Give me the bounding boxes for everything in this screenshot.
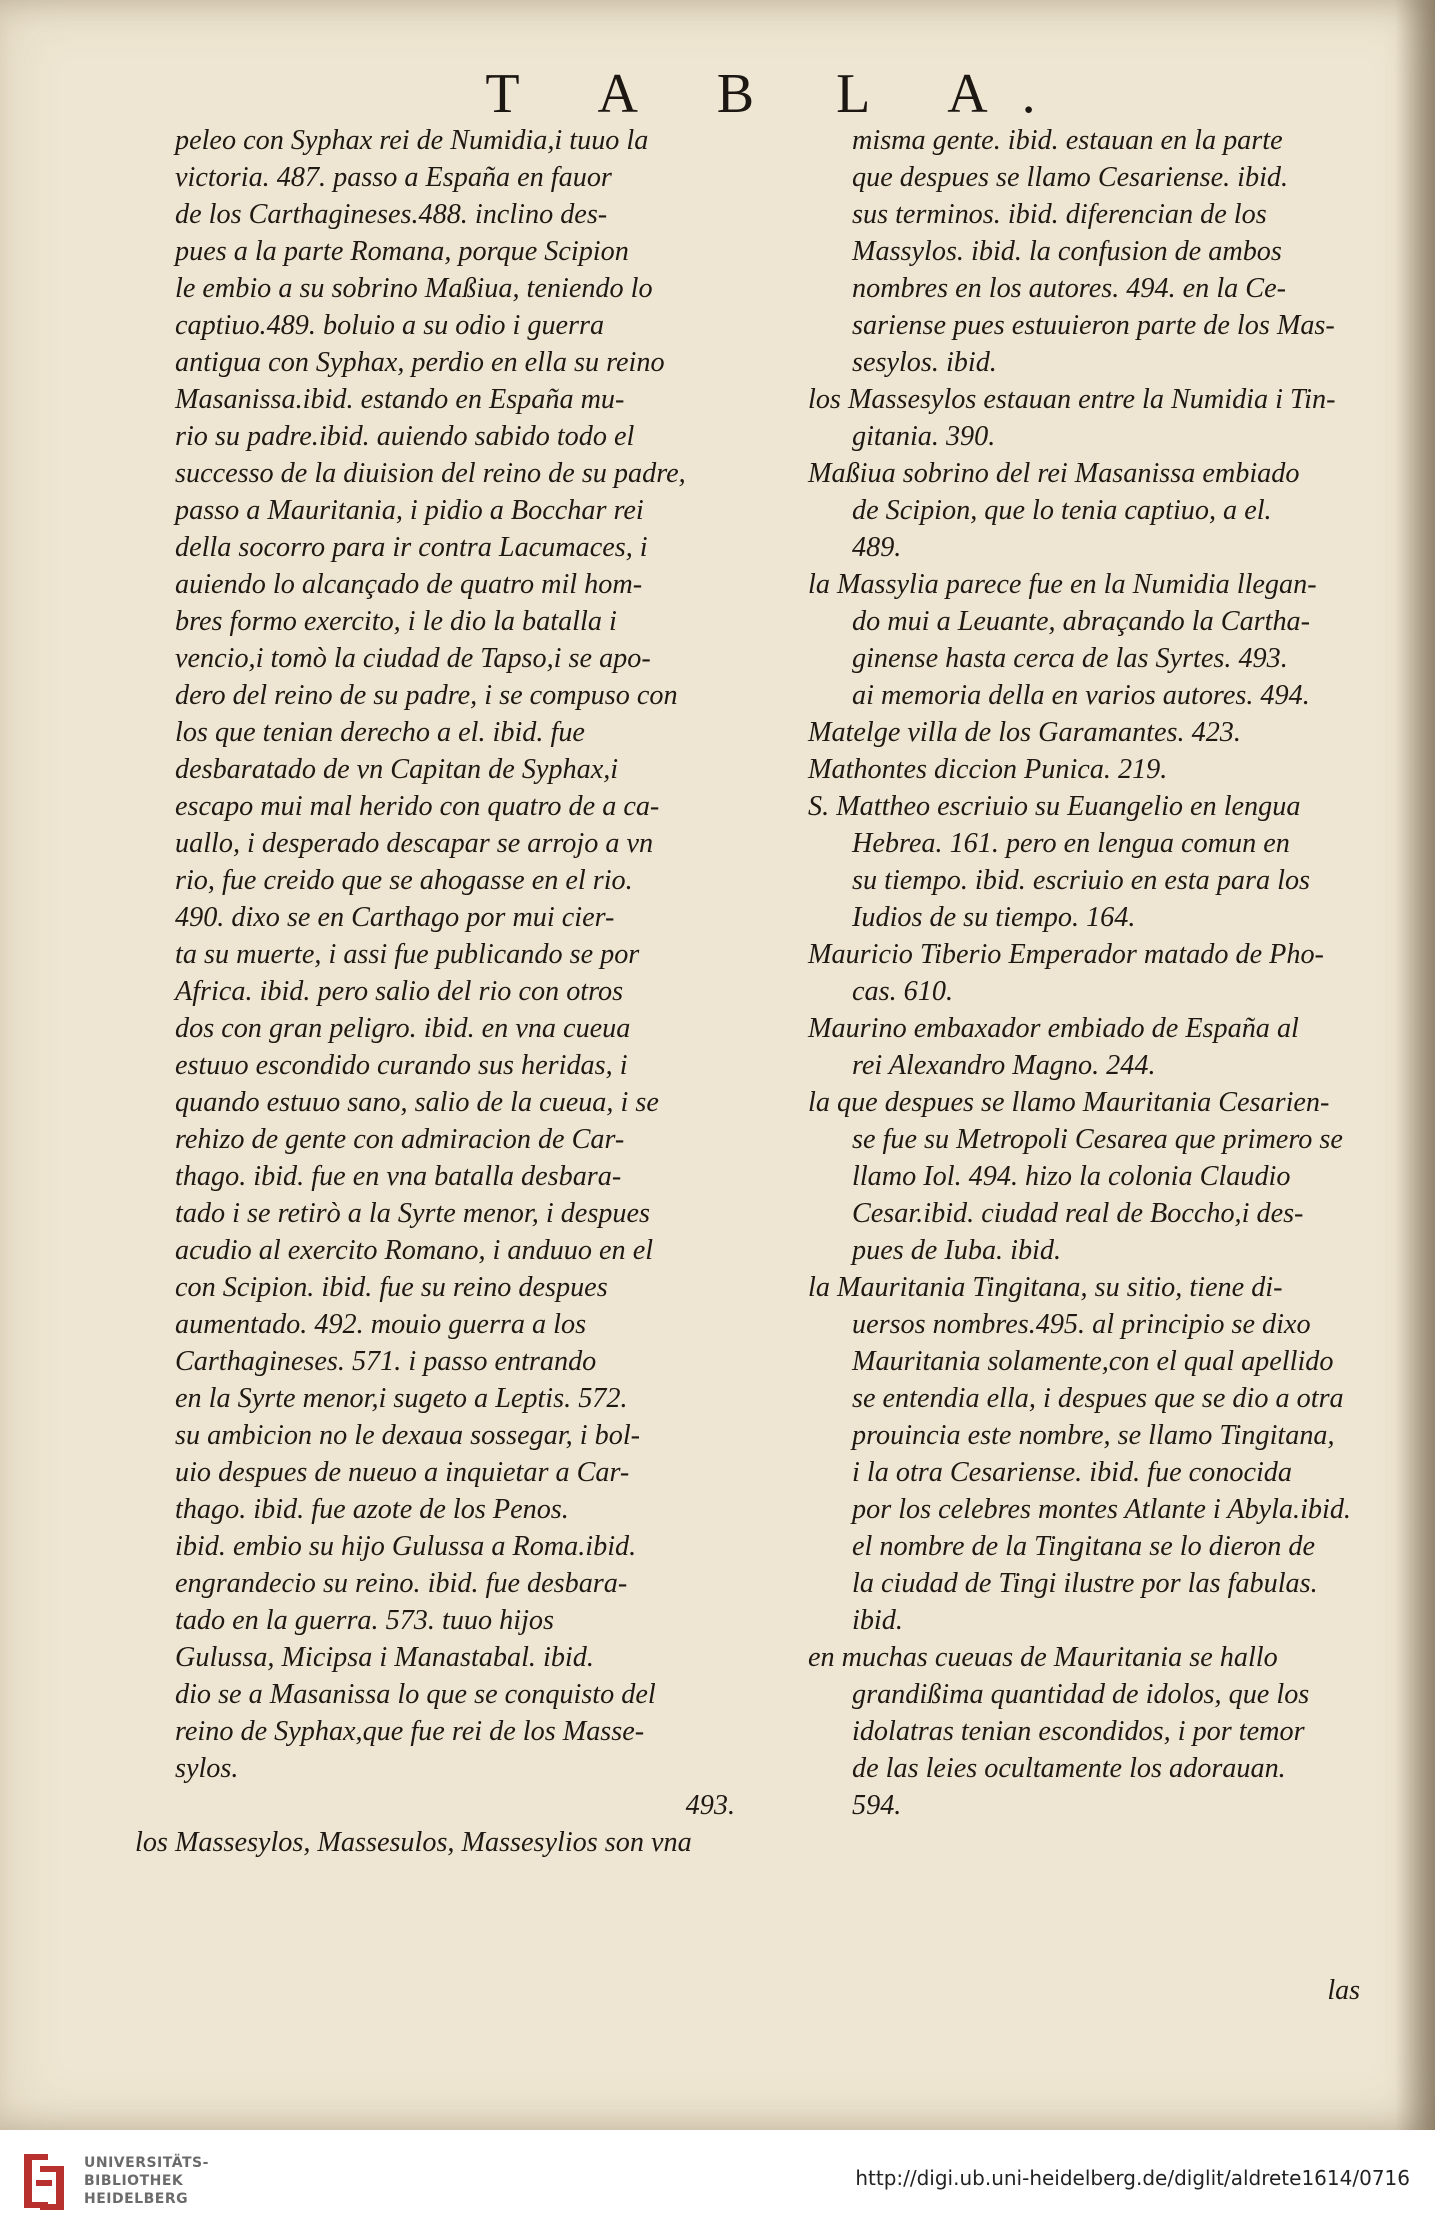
index-line: desbaratado de vn Capitan de Syphax,i	[175, 754, 619, 785]
index-line: la ciudad de Tingi ilustre por las fabulas.	[852, 1568, 1318, 1599]
index-line: escapo mui mal herido con quatro de a ca-	[175, 791, 660, 822]
index-line: do mui a Leuante, abraçando la Cartha-	[852, 606, 1311, 637]
index-line: passo a Mauritania, i pidio a Bocchar rei	[175, 495, 644, 526]
index-line: pues a la parte Romana, porque Scipion	[175, 236, 629, 267]
index-line: uallo, i desperado descapar se arrojo a vn	[175, 828, 654, 859]
index-line: llamo Iol. 494. hizo la colonia Claudio	[852, 1161, 1291, 1192]
index-line: uio despues de nueuo a inquietar a Car-	[175, 1457, 630, 1488]
index-line: bres formo exercito, i le dio la batalla i	[175, 606, 617, 637]
index-line: se fue su Metropoli Cesarea que primero se	[852, 1124, 1343, 1155]
index-line: de los Carthagineses.488. inclino des-	[175, 199, 608, 230]
library-logo-icon	[18, 2146, 70, 2216]
index-line: Mauricio Tiberio Emperador matado de Pho-	[808, 939, 1324, 970]
index-line: Hebrea. 161. pero en lengua comun en	[852, 828, 1290, 859]
index-line: en muchas cueuas de Mauritania se hallo	[808, 1642, 1278, 1673]
index-line: idolatras tenian escondidos, i por temor	[852, 1716, 1305, 1747]
index-line: rio, fue creido que se ahogasse en el rio.	[175, 865, 633, 896]
index-line: ta su muerte, i assi fue publicando se por	[175, 939, 640, 970]
index-line: auiendo lo alcançado de quatro mil hom-	[175, 569, 643, 600]
index-line: Africa. ibid. pero salio del rio con otros	[175, 976, 624, 1007]
index-line: uersos nombres.495. al principio se dixo	[852, 1309, 1311, 1340]
index-line: los Massesylos, Massesulos, Massesylios son vna	[135, 1827, 692, 1858]
index-line: dio se a Masanissa lo que se conquisto del	[175, 1679, 656, 1710]
index-line: dos con gran peligro. ibid. en vna cueua	[175, 1013, 631, 1044]
index-line: della socorro para ir contra Lacumaces, i	[175, 532, 648, 563]
library-name-line3: HEIDELBERG	[84, 2191, 189, 2207]
index-line: tado i se retirò a la Syrte menor, i despues	[175, 1198, 650, 1229]
index-line: vencio,i tomò la ciudad de Tapso,i se apo-	[175, 643, 651, 674]
index-line: rehizo de gente con admiracion de Car-	[175, 1124, 625, 1155]
index-line: nombres en los autores. 494. en la Ce-	[852, 273, 1286, 304]
index-line: Gulussa, Micipsa i Manastabal. ibid.	[175, 1642, 594, 1673]
index-line: engrandecio su reino. ibid. fue desbara-	[175, 1568, 628, 1599]
index-line: peleo con Syphax rei de Numidia,i tuuo la	[175, 125, 649, 156]
index-line: los Massesylos estauan entre la Numidia i Tin-	[808, 384, 1336, 415]
index-line: antigua con Syphax, perdio en ella su reino	[175, 347, 665, 378]
index-line: reino de Syphax,que fue rei de los Masse-	[175, 1716, 645, 1747]
index-line: successo de la diuision del reino de su padre,	[175, 458, 686, 489]
index-line: sus terminos. ibid. diferencian de los	[852, 199, 1267, 230]
index-line: los que tenian derecho a el. ibid. fue	[175, 717, 585, 748]
library-name	[84, 2154, 209, 2208]
index-line: prouincia este nombre, se llamo Tingitana,	[852, 1420, 1335, 1451]
index-line: Mauritania solamente,con el qual apellido	[852, 1346, 1334, 1377]
index-line: captiuo.489. boluio a su odio i guerra	[175, 310, 605, 341]
index-line: Cesar.ibid. ciudad real de Boccho,i des-	[852, 1198, 1304, 1229]
index-line: aumentado. 492. mouio guerra a los	[175, 1309, 587, 1340]
index-line: la que despues se llamo Mauritania Cesarien-	[808, 1087, 1330, 1118]
catchword: las	[1327, 1975, 1360, 2006]
index-line: 489.	[852, 532, 902, 563]
index-line: se entendia ella, i despues que se dio a otra	[852, 1383, 1344, 1414]
index-line: ai memoria della en varios autores. 494.	[852, 680, 1310, 711]
index-line: su tiempo. ibid. escriuio en esta para los	[852, 865, 1311, 896]
index-line: sesylos. ibid.	[852, 347, 997, 378]
index-line: su ambicion no le dexaua sossegar, i bol-	[175, 1420, 641, 1451]
index-line: Carthagineses. 571. i passo entrando	[175, 1346, 597, 1377]
page-edge-shadow	[1395, 0, 1435, 2130]
index-line: rio su padre.ibid. auiendo sabido todo el	[175, 421, 635, 452]
index-line: dero del reino de su padre, i se compuso con	[175, 680, 678, 711]
page-heading: T A B L A.	[485, 63, 1070, 125]
index-line: sariense pues estuuieron parte de los Mas-	[852, 310, 1335, 341]
index-line: i la otra Cesariense. ibid. fue conocida	[852, 1457, 1292, 1488]
index-line: la Massylia parece fue en la Numidia llegan-	[808, 569, 1317, 600]
index-line: el nombre de la Tingitana se lo dieron de	[852, 1531, 1315, 1562]
index-line: sylos.	[175, 1753, 239, 1784]
index-line: 493.	[685, 1790, 735, 1821]
right-column	[808, 122, 1393, 1824]
left-column	[135, 122, 735, 1861]
index-line: con Scipion. ibid. fue su reino despues	[175, 1272, 608, 1303]
index-line: thago. ibid. fue en vna batalla desbara-	[175, 1161, 622, 1192]
index-line: S. Mattheo escriuio su Euangelio en lengua	[808, 791, 1301, 822]
library-name-line2: BIBLIOTHEK	[84, 2173, 184, 2189]
index-line: en la Syrte menor,i sugeto a Leptis. 572.	[175, 1383, 628, 1414]
index-line: Masanissa.ibid. estando en España mu-	[175, 384, 625, 415]
index-line: rei Alexandro Magno. 244.	[852, 1050, 1156, 1081]
index-line: Mathontes diccion Punica. 219.	[808, 754, 1168, 785]
index-line: ibid. embio su hijo Gulussa a Roma.ibid.	[175, 1531, 637, 1562]
index-line: Maßiua sobrino del rei Masanissa embiado	[808, 458, 1300, 489]
index-line: ibid.	[852, 1605, 903, 1636]
index-line: victoria. 487. passo a España en fauor	[175, 162, 612, 193]
index-line: estuuo escondido curando sus heridas, i	[175, 1050, 628, 1081]
index-line: de las leies ocultamente los adorauan.	[852, 1753, 1286, 1784]
index-line: la Mauritania Tingitana, su sitio, tiene di-	[808, 1272, 1283, 1303]
index-line: Matelge villa de los Garamantes. 423.	[808, 717, 1241, 748]
index-line: tado en la guerra. 573. tuuo hijos	[175, 1605, 554, 1636]
index-line: 490. dixo se en Carthago por mui cier-	[175, 902, 615, 933]
source-url[interactable]: http://digi.ub.uni-heidelberg.de/diglit/aldrete1614/0716	[855, 2166, 1410, 2190]
index-line: Massylos. ibid. la confusion de ambos	[852, 236, 1282, 267]
index-line: Iudios de su tiempo. 164.	[852, 902, 1136, 933]
index-line: ginense hasta cerca de las Syrtes. 493.	[852, 643, 1288, 674]
index-line: 594.	[852, 1790, 902, 1821]
index-line: misma gente. ibid. estauan en la parte	[852, 125, 1283, 156]
index-line: cas. 610.	[852, 976, 953, 1007]
index-line: thago. ibid. fue azote de los Penos.	[175, 1494, 569, 1525]
index-line: de Scipion, que lo tenia captiuo, a el.	[852, 495, 1272, 526]
index-line: grandißima quantidad de idolos, que los	[852, 1679, 1310, 1710]
index-line: le embio a su sobrino Maßiua, teniendo lo	[175, 273, 653, 304]
footer-bar	[0, 2130, 1435, 2235]
index-line: quando estuuo sano, salio de la cueua, i se	[175, 1087, 659, 1118]
library-name-line1: UNIVERSITÄTS-	[84, 2155, 209, 2171]
index-line: que despues se llamo Cesariense. ibid.	[852, 162, 1289, 193]
index-line: por los celebres montes Atlante i Abyla.ibid.	[852, 1494, 1351, 1525]
index-line: Maurino embaxador embiado de España al	[808, 1013, 1299, 1044]
index-line: acudio al exercito Romano, i anduuo en el	[175, 1235, 654, 1266]
index-line: pues de Iuba. ibid.	[852, 1235, 1062, 1266]
index-line: gitania. 390.	[852, 421, 996, 452]
